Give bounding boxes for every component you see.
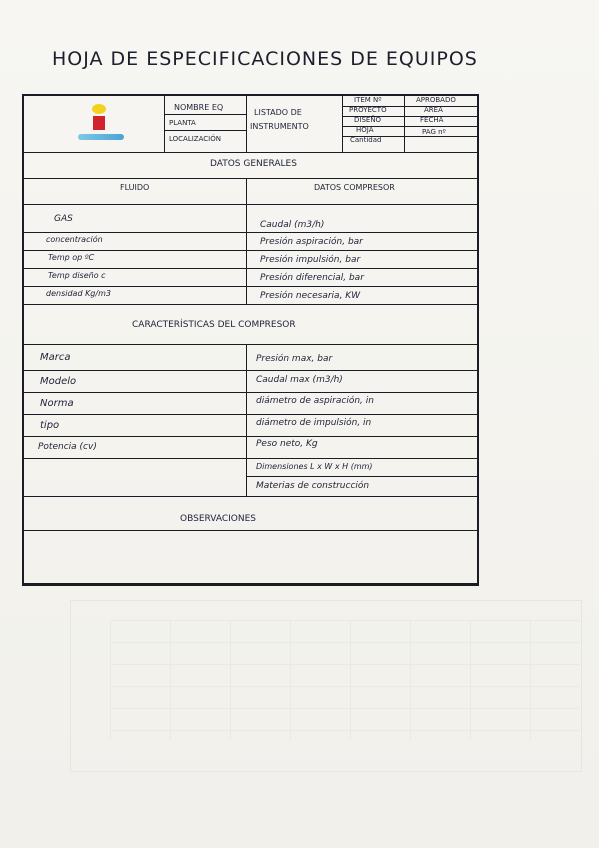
page-title: HOJA DE ESPECIFICACIONES DE EQUIPOS [52, 48, 478, 70]
caracteristicas-heading: CARACTERÍSTICAS DEL COMPRESOR [132, 320, 296, 330]
header-item: ITEM Nº [354, 96, 382, 104]
fluido-row: Temp diseño c [48, 271, 106, 280]
row-rule [24, 458, 477, 459]
compresor-row: Presión diferencial, bar [260, 273, 364, 283]
caracteristica-left: Marca [40, 352, 71, 363]
row-rule [24, 370, 477, 371]
compresor-row: Presión aspiración, bar [260, 237, 363, 247]
header-instrumento: INSTRUMENTO [250, 122, 309, 131]
section-rule [24, 344, 477, 345]
caracteristica-right: diámetro de impulsión, in [256, 418, 372, 428]
column-divider [246, 344, 247, 496]
header-fecha: FECHA [420, 116, 444, 124]
header-cantidad: Cantidad [350, 136, 382, 144]
header-proyecto: PROYECTO [349, 106, 387, 114]
fluido-row: concentración [46, 235, 103, 244]
bleed-through-grid [110, 620, 580, 740]
row-rule [24, 496, 477, 497]
observaciones-heading: OBSERVACIONES [180, 514, 256, 524]
row-rule [24, 436, 477, 437]
logo-wave-icon [78, 134, 124, 140]
caracteristica-right: Dimensiones L x W x H (mm) [256, 462, 373, 471]
row-rule [24, 250, 477, 251]
row-rule [24, 232, 477, 233]
caracteristica-left: Norma [40, 398, 74, 409]
header-rule [164, 130, 246, 131]
caracteristica-right: Presión max, bar [256, 354, 333, 364]
row-rule [24, 268, 477, 269]
header-divider [246, 96, 247, 152]
row-rule [24, 414, 477, 415]
logo-sun-icon [92, 104, 106, 114]
row-rule [246, 476, 477, 477]
caracteristica-right: Materias de construcción [256, 481, 370, 491]
fluido-row: densidad Kg/m3 [46, 289, 111, 298]
compresor-row: Presión impulsión, bar [260, 255, 361, 265]
caracteristica-right: diámetro de aspiración, in [256, 396, 374, 406]
header-pag: PAG nº [422, 128, 446, 136]
header-planta: PLANTA [169, 119, 196, 127]
compresor-heading: DATOS COMPRESOR [314, 183, 395, 192]
spec-sheet [22, 94, 479, 586]
logo-block-icon [93, 116, 105, 130]
fluido-row: Temp op ºC [48, 253, 95, 262]
caracteristica-right: Caudal max (m3/h) [256, 375, 343, 385]
header-nombre-eq: NOMBRE EQ [174, 103, 224, 112]
caracteristica-right: Peso neto, Kg [256, 439, 318, 449]
header-divider [164, 96, 165, 152]
row-rule [24, 392, 477, 393]
compresor-row: Presión necesaria, KW [260, 291, 361, 301]
caracteristica-left: Modelo [40, 376, 77, 387]
compresor-row: Caudal (m3/h) [260, 220, 325, 230]
caracteristica-left: tipo [40, 420, 60, 431]
header-listado: LISTADO DE [254, 108, 302, 117]
observaciones-box [24, 531, 477, 583]
section-rule [24, 152, 477, 153]
datos-generales-heading: DATOS GENERALES [210, 159, 297, 169]
header-divider [342, 96, 343, 152]
header-aprobado: APROBADO [416, 96, 456, 104]
caracteristica-left: Potencia (cv) [38, 442, 97, 452]
header-diseno: DISEÑO [354, 116, 382, 124]
row-rule [24, 286, 477, 287]
fluido-row: GAS [54, 214, 73, 224]
header-rule [164, 114, 246, 115]
header-hoja: HOJA [356, 126, 374, 134]
header-localizacion: LOCALIZACIÓN [169, 135, 221, 143]
row-rule [24, 204, 477, 205]
row-rule [24, 304, 477, 305]
fluido-heading: FLUIDO [120, 183, 150, 192]
header-area: AREA [424, 106, 443, 114]
company-logo [76, 104, 136, 148]
section-rule [24, 178, 477, 179]
header-divider [404, 96, 405, 152]
